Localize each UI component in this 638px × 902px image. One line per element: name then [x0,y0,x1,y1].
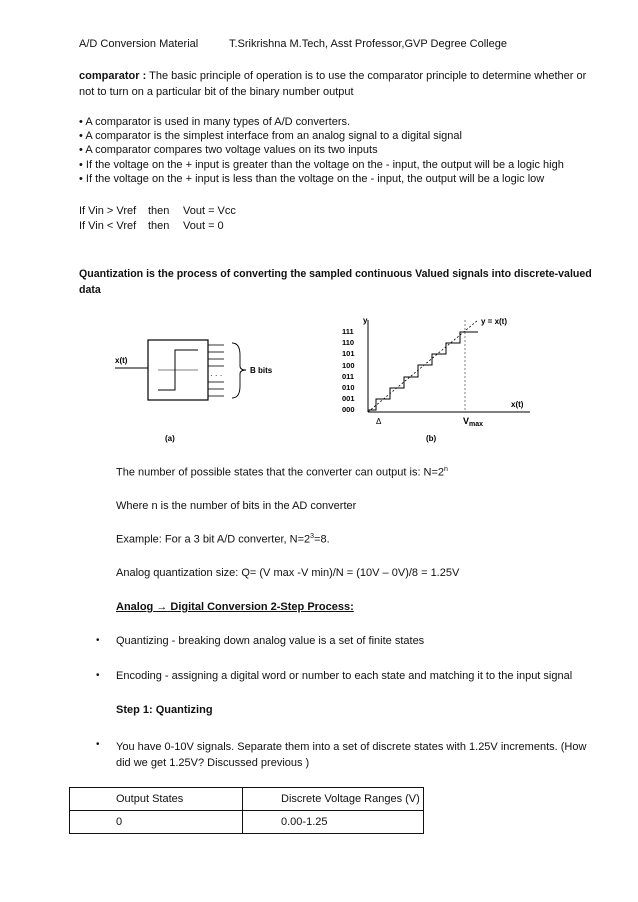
table-header-row [70,788,424,811]
example-tail: =8. [314,533,330,546]
bullet-text: A comparator is the simplest interface from an analog signal to a digital signal [85,130,462,142]
figure-a-quantizer-diagram [110,310,310,450]
comparator-def-line1: The basic principle of operation is to use the comparator principle to determine whether or [146,70,587,82]
example-text: Example: For a 3 bit A/D converter, N=2 [116,533,311,546]
step1-bullet-line1: You have 0-10V signals. Separate them into a set of discrete states with 1.25V increments. (How [116,741,587,753]
table-cell: 0 [70,811,243,834]
code-label: 001 [342,394,355,403]
figure-a-dots: · · · [210,371,223,380]
code-label: 110 [342,338,355,347]
table-header-cell: Output States [70,788,243,811]
bullet-dot: • [96,739,100,750]
states-sup: n [444,466,448,473]
figure-b-vmax-label [463,416,483,428]
states-text: The number of possible states that the converter can output is: N=2 [116,466,445,479]
voltage-table [69,787,424,834]
comparator-bullet [79,143,378,157]
rule-cond: If Vin < Vref [79,220,137,232]
bullet-dot: • [79,116,83,128]
bullet-dot: • [79,144,83,156]
process-bullet: Encoding - assigning a digital word or number to each state and matching it to the input signal [116,670,573,682]
quantization-size-line: Analog quantization size: Q= (V max -V min)/N = (10V – 0V)/8 = 1.25V [116,567,460,579]
where-line: Where n is the number of bits in the AD converter [116,500,357,512]
code-label: 101 [342,349,355,358]
example-line [116,533,330,546]
figure-b-vmax-sub: max [469,421,484,428]
comparator-term: comparator : [79,70,147,82]
comparator-bullet [79,115,350,129]
code-label: 100 [342,361,355,370]
figure-b-staircase-plot [338,310,548,450]
table-cell: 0.00-1.25 [243,811,424,834]
process-bullet: Quantizing - breaking down analog value is a set of finite states [116,635,425,647]
header-right: T.Srikrishna M.Tech, Asst Professor,GVP Degree College [229,38,507,50]
bullet-text: A comparator is used in many types of A/D converters. [85,116,351,128]
bullet-dot: • [96,635,100,646]
bullet-dot: • [79,173,83,185]
bullet-dot: • [96,670,100,681]
rule-cond: If Vin > Vref [79,205,137,217]
figure-b-vmax-main: V [463,416,470,426]
comparator-bullet [79,158,564,172]
process-heading-a: Analog [116,601,154,613]
step1-heading: Step 1: Quantizing [116,704,213,716]
bullet-text: If the voltage on the + input is less than the voltage on the - input, the output will be a logic low [85,173,545,185]
comparator-def-line2: not to turn on a particular bit of the binary number output [79,86,354,98]
rule-then: then [148,205,170,217]
process-heading-b: Digital Conversion 2-Step Process: [170,601,354,613]
code-label: 010 [342,383,355,392]
bullet-text: If the voltage on the + input is greater than the voltage on the - input, the output will be a logic high [85,159,564,171]
code-label: 111 [342,327,354,336]
figure-a-input-label: x(t) [115,356,128,365]
header-left: A/D Conversion Material [79,38,199,50]
arrow-right-icon: → [156,601,168,613]
table-row [70,811,424,834]
comparator-bullet [79,129,462,143]
figure-a-caption: (a) [165,434,175,443]
rule-result: Vout = 0 [183,220,224,232]
figure-b-y-axis-label: y [363,316,368,325]
code-label: 011 [342,372,355,381]
rule-then: then [148,220,170,232]
figure-b-code-labels [342,327,355,414]
rule-result: Vout = Vcc [183,205,236,217]
code-label: 000 [342,405,355,414]
figure-b-x-axis-label: x(t) [511,400,524,409]
step1-bullet [116,739,586,771]
quantization-heading [79,266,599,298]
figure-a-output-label: B bits [250,366,273,375]
table-header-cell: Discrete Voltage Ranges (V) [243,788,424,811]
process-heading [116,601,354,613]
example-sup: 3 [310,533,315,540]
step1-bullet-line2: did we get 1.25V? Discussed previous ) [116,757,310,769]
bullet-text: A comparator compares two voltage values on its two inputs [85,144,378,156]
quantization-heading-line1: Quantization is the process of converting the sampled continuous Valued signals into discrete-valued [79,268,592,280]
figure-b-delta-label: Δ [376,417,382,426]
states-line [116,466,448,479]
quantization-heading-line2: data [79,284,101,296]
bullet-dot: • [79,130,83,142]
bullet-dot: • [79,159,83,171]
figure-b-line-label: y = x(t) [481,317,508,326]
figure-b-ideal-line [368,320,478,412]
comparator-definition [79,68,599,100]
figure-a-brace [232,343,246,398]
figure-b-caption: (b) [426,434,437,443]
comparator-bullet [79,172,544,186]
